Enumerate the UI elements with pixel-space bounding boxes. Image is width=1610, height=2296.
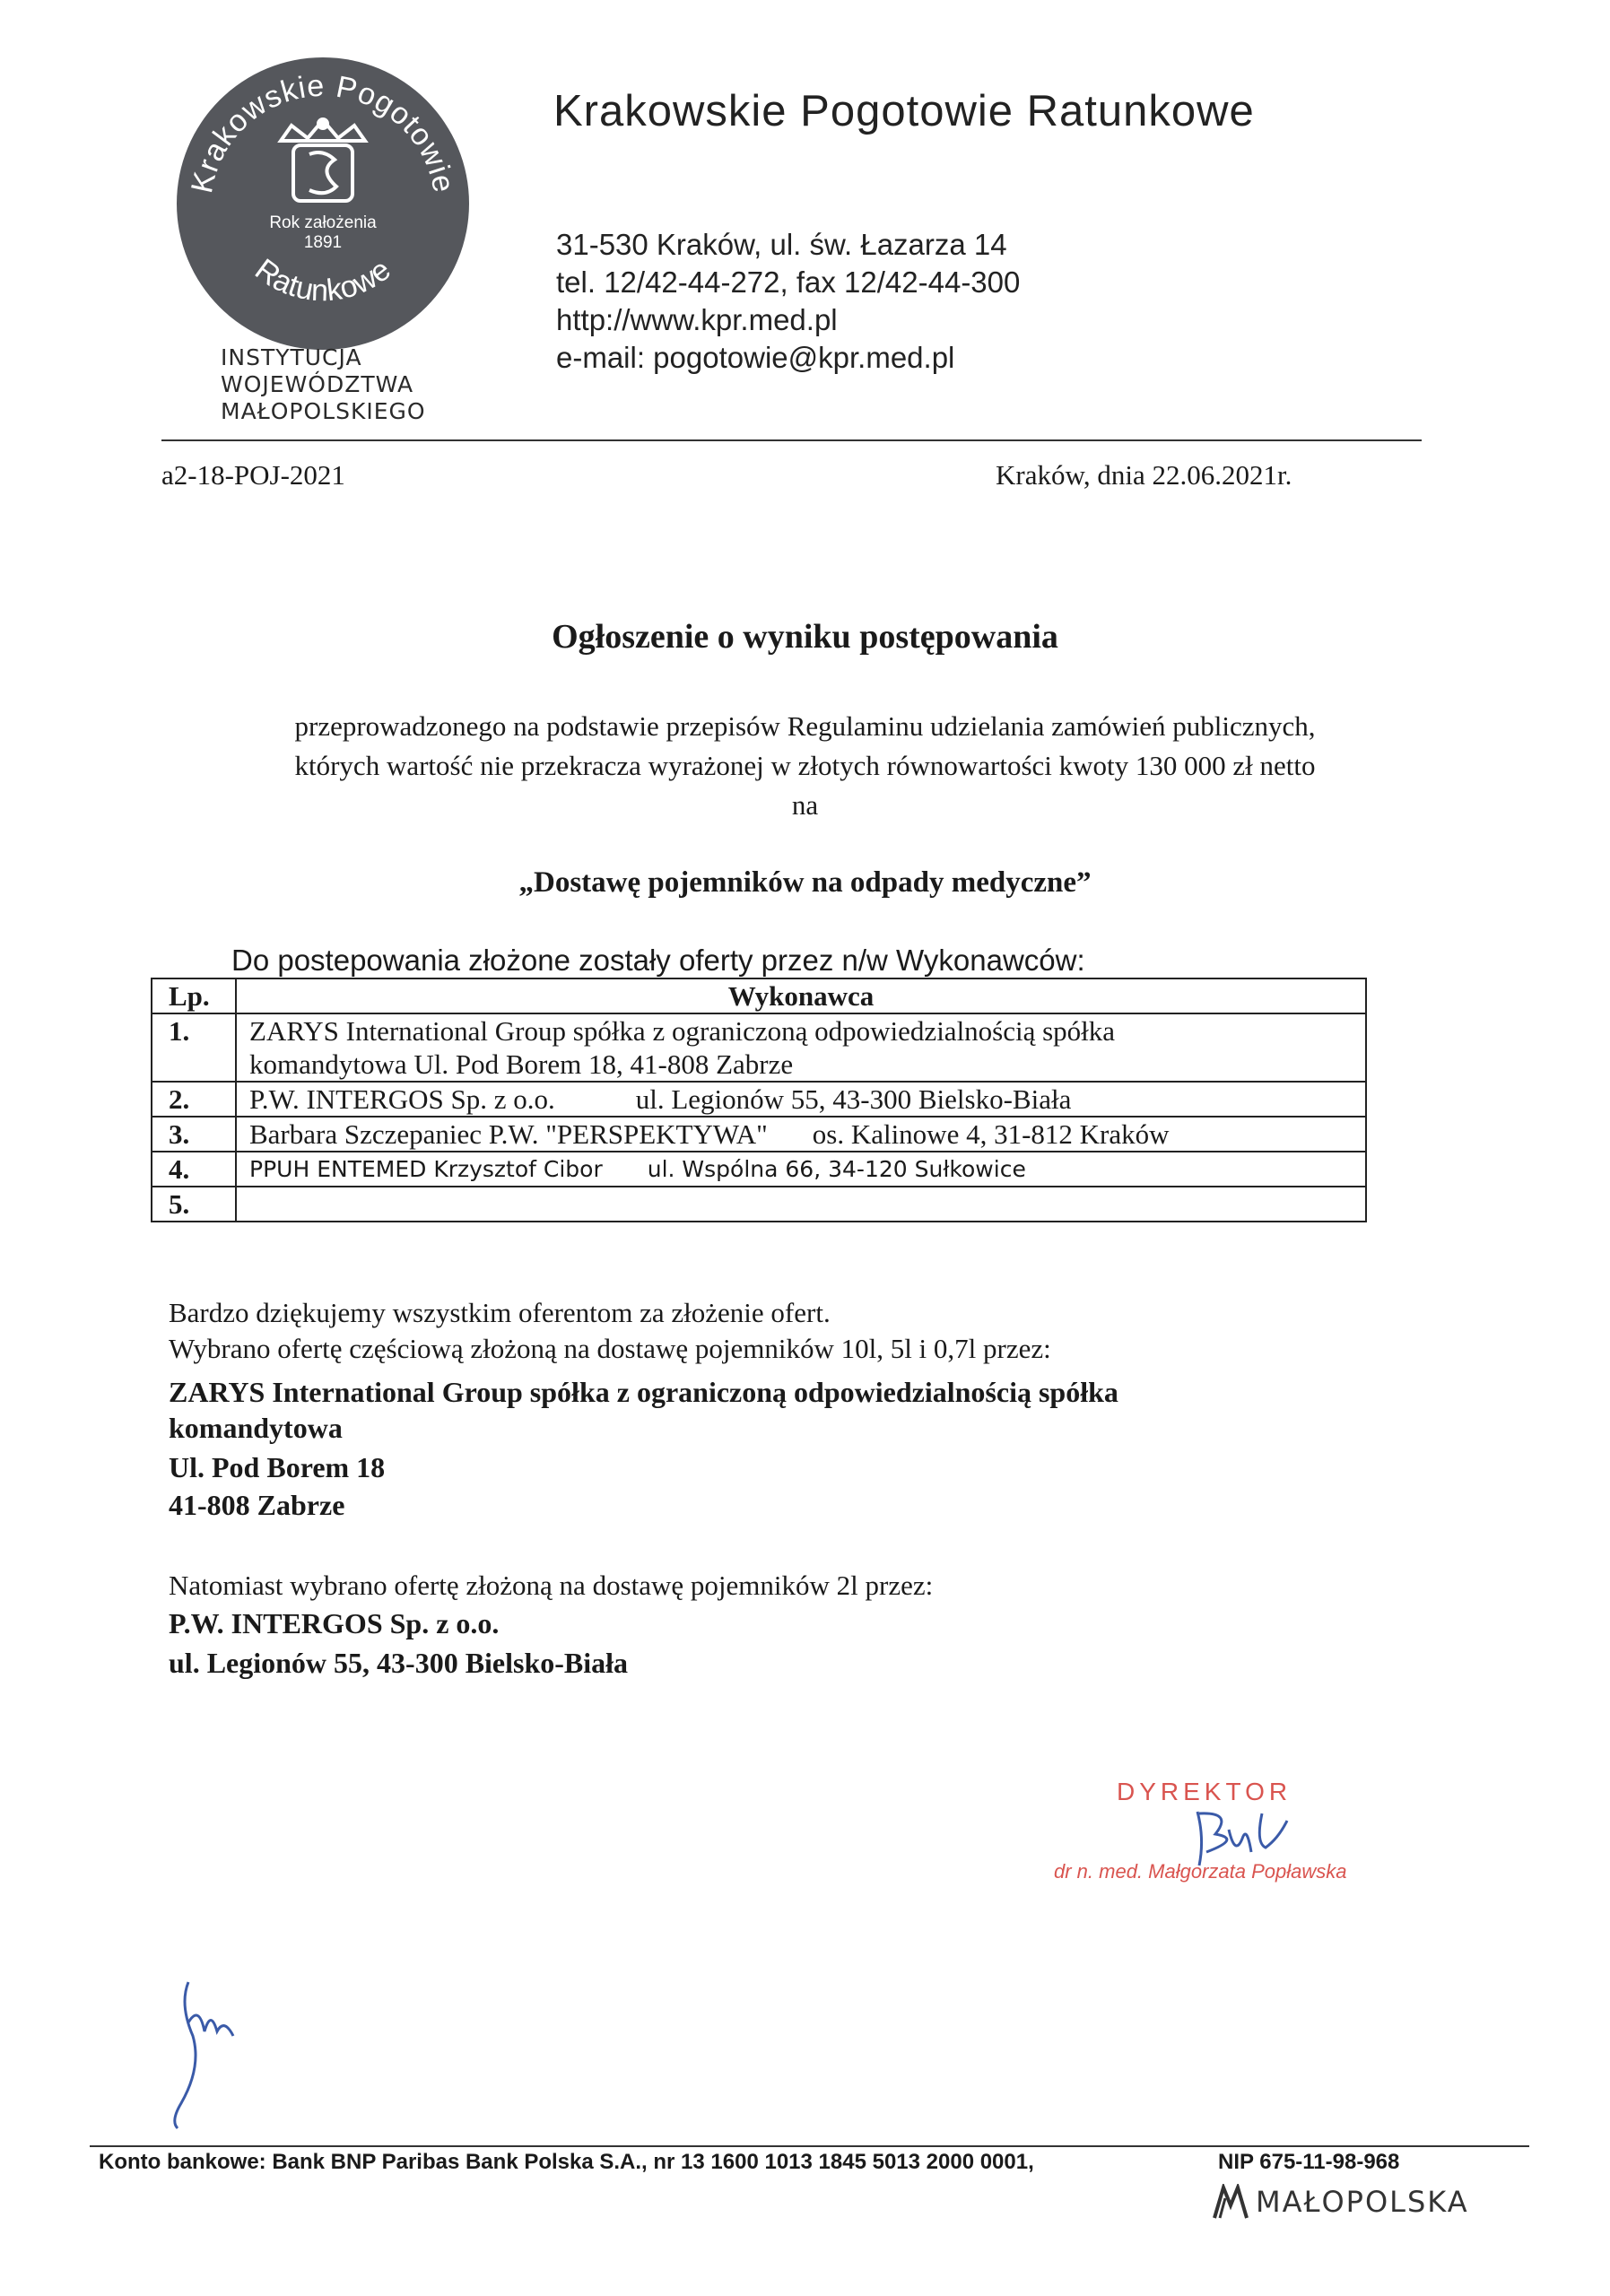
document-title: Ogłoszenie o wyniku postępowania [552,618,1058,656]
footer-divider [90,2145,1529,2147]
winner-line: komandytowa [169,1412,343,1444]
intro-line: na [791,789,819,821]
column-header-lp: Lp. [152,978,236,1013]
winner-line: P.W. INTERGOS Sp. z o.o. [169,1607,500,1639]
contractor-name: Barbara Szczepaniec P.W. "PERSPEKTYWA" [249,1118,768,1150]
row-number: 5. [152,1187,236,1222]
phone-fax: tel. 12/42-44-272, fax 12/42-44-300 [556,265,1021,299]
reference-number: a2-18-POJ-2021 [161,459,345,491]
initials-signature [161,1969,251,2135]
logo-arc-top-text: Krakowskie Pogotowie [185,68,461,196]
malopolska-text: MAŁOPOLSKA [1256,2185,1469,2219]
table-header-row [152,978,1366,1013]
row-number: 2. [152,1082,236,1117]
contractor-cell [236,1013,1366,1082]
organization-logo [175,56,471,352]
contractor-name: PPUH ENTEMED Krzysztof Cibor [249,1156,603,1182]
table-intro: Do postepowania złożone zostały oferty przez n/w Wykonawców: [231,944,1085,977]
contractor-address: ul. Wspólna 66, 34-120 Sułkowice [647,1156,1026,1182]
organization-name: Krakowskie Pogotowie Ratunkowe [553,87,1255,135]
contractor-address: ul. Legionów 55, 43-300 Bielsko-Biała [635,1083,1072,1115]
procurement-subject: „Dostawę pojemników na odpady medyczne” [518,866,1092,899]
row-number: 3. [152,1117,236,1152]
institution-line: WOJEWÓDZTWA [221,371,414,397]
contractor-line: ZARYS International Group spółka z ograniczoną odpowiedzialnością spółka [249,1015,1116,1047]
winner-line: 41-808 Zabrze [169,1489,345,1521]
contractor-line: komandytowa Ul. Pod Borem 18, 41-808 Zabrze [249,1048,794,1080]
bidders-table [151,978,1367,1222]
contractor-cell [236,1117,1366,1152]
document-date: Kraków, dnia 22.06.2021r. [996,459,1292,491]
column-header-contractor: Wykonawca [236,978,1366,1013]
director-stamp-title: DYREKTOR [1117,1778,1292,1805]
contractor-address: os. Kalinowe 4, 31-812 Kraków [812,1118,1170,1150]
contractor-name: P.W. INTERGOS Sp. z o.o. [249,1083,555,1115]
table-row [152,1082,1366,1117]
partial-offer-intro: Wybrano ofertę częściową złożoną na dostawę pojemników 10l, 5l i 0,7l przez: [169,1333,1051,1364]
address: 31-530 Kraków, ul. św. Łazarza 14 [556,228,1007,261]
row-number: 1. [152,1013,236,1082]
row-number: 4. [152,1152,236,1187]
logo-founded-label: Rok założenia [269,213,377,232]
website-link[interactable]: http://www.kpr.med.pl [556,303,838,336]
winner-line: ZARYS International Group spółka z ograniczoną odpowiedzialnością spółka [169,1376,1118,1408]
institution-line: INSTYTUCJA [221,344,362,370]
logo-founded-year: 1891 [303,233,343,252]
table-row [152,1152,1366,1187]
contractor-cell [236,1082,1366,1117]
email-link[interactable]: e-mail: pogotowie@kpr.med.pl [556,341,955,374]
intro-line: przeprowadzonego na podstawie przepisów Regulaminu udzielania zamówień publicznych, [294,710,1316,742]
director-stamp-name: dr n. med. Małgorzata Popławska [1054,1860,1347,1883]
thanks-text: Bardzo dziękujemy wszystkim oferentom za złożenie ofert. [169,1297,831,1328]
intro-line: których wartość nie przekracza wyrażonej w złotych równowartości kwoty 130 000 zł netto [294,750,1316,781]
winner-line: ul. Legionów 55, 43-300 Bielsko-Biała [169,1647,629,1679]
winner-line: Ul. Pod Borem 18 [169,1451,386,1483]
tax-id: NIP 675-11-98-968 [1218,2150,1400,2174]
second-offer-intro: Natomiast wybrano ofertę złożoną na dostawę pojemników 2l przez: [169,1570,934,1601]
malopolska-emblem-icon [1211,2184,1250,2220]
malopolska-logo [1211,2184,1469,2220]
contractor-cell [236,1152,1366,1187]
institution-line: MAŁOPOLSKIEGO [221,398,426,424]
bank-account: Konto bankowe: Bank BNP Paribas Bank Polska S.A., nr 13 1600 1013 1845 5013 2000 0001, [99,2150,1034,2174]
header-divider [161,439,1422,441]
table-row [152,1187,1366,1222]
logo-arc-bottom-text: Ratunkowe [248,252,397,309]
table-row [152,1117,1366,1152]
table-row [152,1013,1366,1082]
contractor-cell [236,1187,1366,1222]
